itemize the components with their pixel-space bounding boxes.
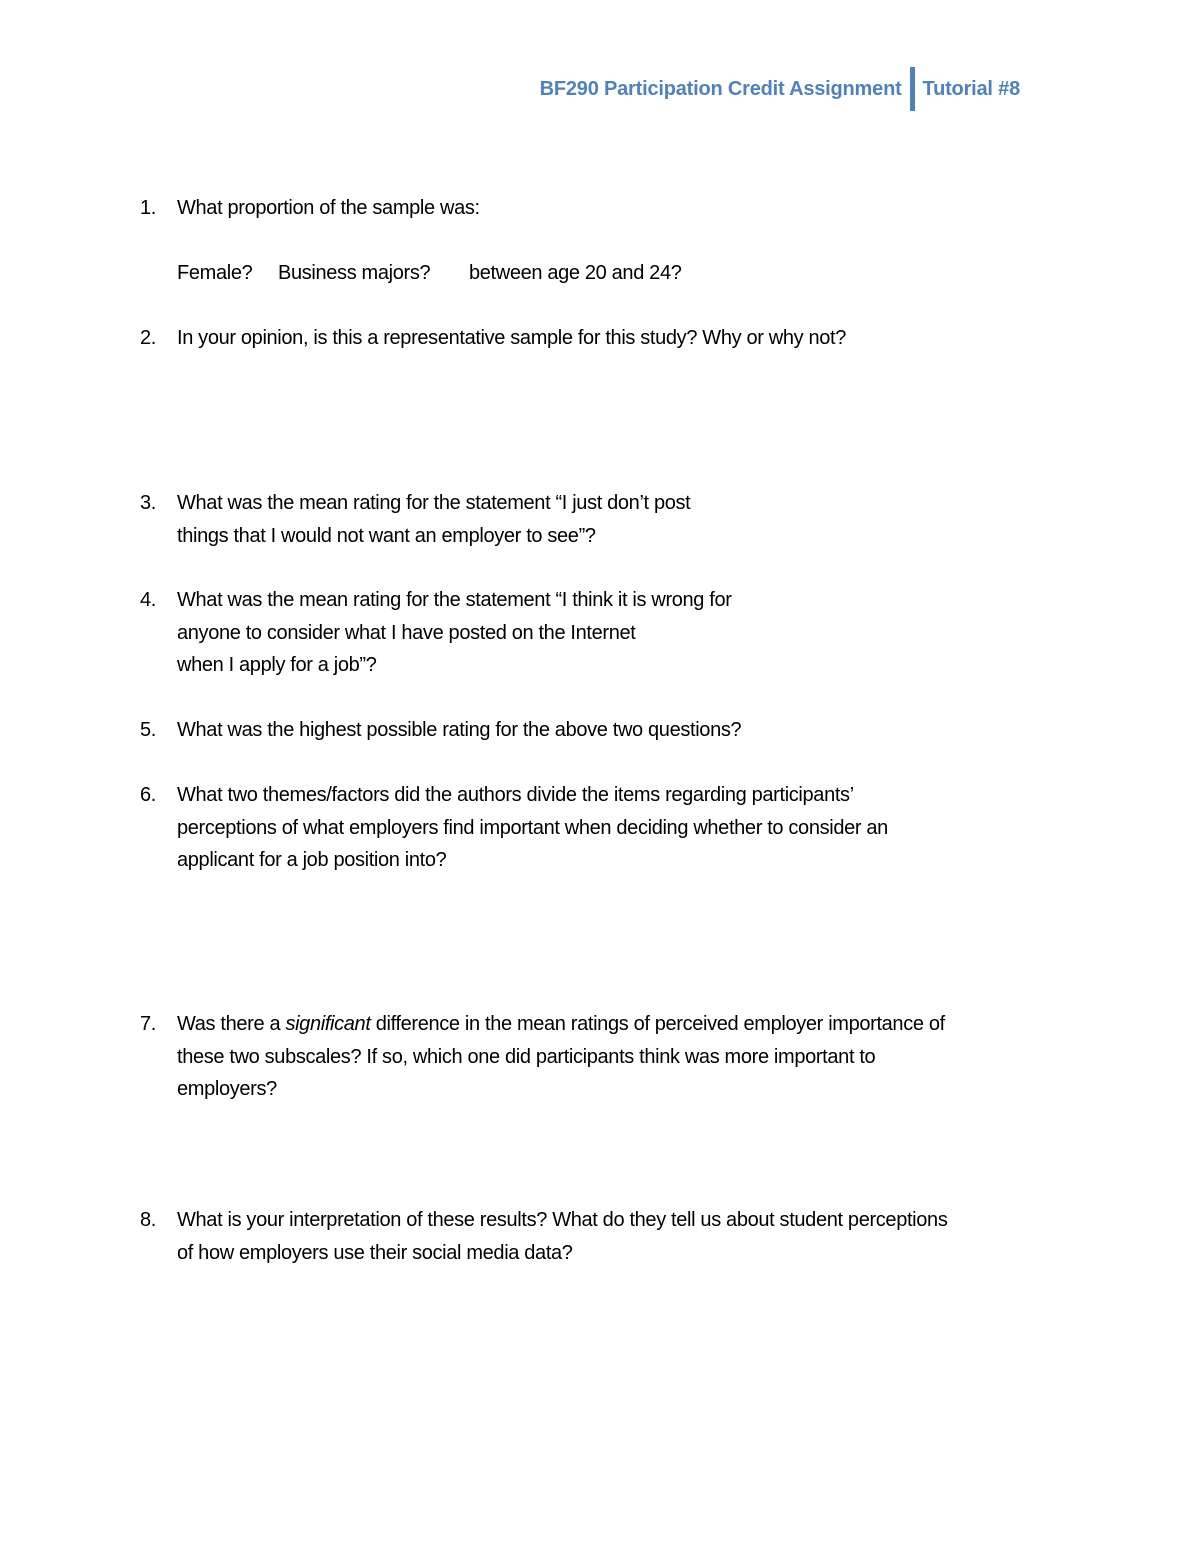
- page-header: [540, 66, 1020, 112]
- question-line: of how employers use their social media data?: [177, 1241, 573, 1264]
- question-text-end: difference in the mean ratings of perceived employer importance of: [370, 1013, 945, 1035]
- header-title: BF290 Participation Credit Assignment: [539, 77, 902, 100]
- question-1: [140, 192, 1080, 225]
- question-line: [177, 1008, 1080, 1041]
- question-text: [177, 779, 1080, 877]
- question-7: [140, 1008, 1080, 1106]
- question-4: [140, 584, 1080, 682]
- question-line: when I apply for a job”?: [177, 654, 377, 676]
- question-line: applicant for a job position into?: [177, 849, 447, 871]
- question-number: 8.: [140, 1209, 156, 1231]
- question-line: perceptions of what employers find important when deciding whether to consider an: [177, 816, 888, 839]
- question-number: 4.: [140, 589, 156, 611]
- question-text: [177, 322, 1080, 355]
- question-6: [140, 779, 1080, 877]
- header-divider: [910, 67, 915, 111]
- question-3: [140, 487, 1080, 552]
- question-text-start: Was there a: [177, 1013, 286, 1035]
- question-8: [140, 1204, 1080, 1269]
- question-line: What was the highest possible rating for the above two questions?: [177, 719, 742, 741]
- question-line: What proportion of the sample was:: [177, 197, 480, 219]
- question-line: What was the mean rating for the statement “I just don’t post: [177, 492, 691, 514]
- question-text: [177, 584, 1080, 682]
- sub-item-age-range: between age 20 and 24?: [469, 262, 682, 284]
- question-line: What was the mean rating for the statement “I think it is wrong for: [177, 589, 732, 611]
- question-line: In your opinion, is this a representative sample for this study? Why or why not?: [177, 327, 847, 349]
- question-number: 3.: [140, 492, 156, 514]
- question-number: 6.: [140, 784, 156, 806]
- question-text: [177, 487, 1080, 552]
- question-line: What is your interpretation of these results? What do they tell us about student perceptions: [177, 1209, 948, 1231]
- header-tutorial: Tutorial #8: [922, 77, 1020, 100]
- question-text: [177, 1204, 1080, 1269]
- question-number: 2.: [140, 327, 156, 349]
- question-text: [177, 714, 1080, 747]
- question-line: things that I would not want an employer to see”?: [177, 524, 596, 547]
- question-line: these two subscales? If so, which one did participants think was more important to: [177, 1045, 876, 1068]
- question-1-sub-items: [177, 257, 682, 290]
- emphasis-significant: significant: [285, 1013, 371, 1035]
- question-number: 1.: [140, 197, 156, 219]
- question-text: [177, 1008, 1080, 1106]
- question-line: employers?: [177, 1078, 277, 1100]
- question-line: anyone to consider what I have posted on the Internet: [177, 621, 636, 644]
- question-5: [140, 714, 1080, 747]
- question-2: [140, 322, 1080, 355]
- sub-item-business-majors: Business majors?: [278, 262, 431, 284]
- question-line: What two themes/factors did the authors divide the items regarding participants’: [177, 784, 854, 806]
- sub-item-female: Female?: [177, 262, 253, 284]
- question-number: 5.: [140, 719, 156, 741]
- question-number: 7.: [140, 1013, 156, 1035]
- question-text: [177, 192, 1080, 225]
